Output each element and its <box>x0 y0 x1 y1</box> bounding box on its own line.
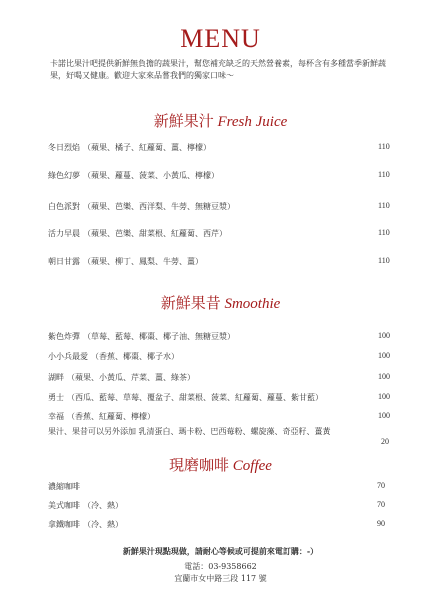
item-price: 100 <box>378 331 390 340</box>
menu-item <box>48 392 323 403</box>
item-desc: （草莓、藍莓、椰棗、椰子油、無糖豆漿） <box>83 332 235 341</box>
item-name: 湖畔 <box>48 373 64 382</box>
item-desc: （蘋果、柳丁、鳳梨、牛蒡、薑） <box>83 257 203 266</box>
item-desc: （蘋果、小黃瓜、芹菜、薑、綠茶） <box>67 373 195 382</box>
item-name: 紫色炸彈 <box>48 332 80 341</box>
menu-item <box>48 481 83 492</box>
addon-text: 果汁、果昔可以另外添加 乳清蛋白、瑪卡粉、巴西莓粉、螺旋藻、奇亞籽、薑黃 <box>48 427 331 436</box>
section-title-zh: 現磨咖啡 <box>169 458 230 474</box>
menu-item <box>48 351 179 362</box>
section-title-en: Coffee <box>232 458 272 474</box>
footer-phone: 電話：03-9358662 <box>184 562 257 571</box>
item-price: 70 <box>377 500 385 509</box>
item-name: 活力早晨 <box>48 229 80 238</box>
item-price: 100 <box>378 411 390 420</box>
menu-item <box>48 372 195 383</box>
footer-address: 宜蘭市女中路三段 117 號 <box>174 574 267 583</box>
item-price: 110 <box>378 170 390 179</box>
item-name: 美式咖啡 <box>48 501 80 510</box>
addon-price: 20 <box>381 437 389 446</box>
item-price: 110 <box>378 142 390 151</box>
menu-item <box>48 201 235 212</box>
menu-item <box>48 519 123 530</box>
item-price: 100 <box>378 351 390 360</box>
menu-item <box>48 500 123 511</box>
section-title-zh: 新鮮果汁 <box>153 114 214 130</box>
section-title-zh: 新鮮果昔 <box>160 296 221 312</box>
menu-item <box>48 228 227 239</box>
menu-item <box>48 256 203 267</box>
menu-item <box>48 170 219 181</box>
item-desc: （香蕉、椰棗、椰子水） <box>91 352 179 361</box>
item-desc: （蘋果、芭樂、甜菜根、紅蘿蔔、西芹） <box>83 229 227 238</box>
item-desc: （蘋果、芭樂、西洋梨、牛蒡、無糖豆漿） <box>83 202 235 211</box>
item-desc: （蘋果、橘子、紅蘿蔔、薑、檸檬） <box>83 143 211 152</box>
section-title-fresh-juice <box>0 110 441 131</box>
item-price: 100 <box>378 392 390 401</box>
menu-title: MENU <box>180 24 261 53</box>
section-title-en: Smoothie <box>224 296 281 312</box>
item-name: 白色派對 <box>48 202 80 211</box>
item-name: 小小兵最愛 <box>48 352 88 361</box>
menu-item <box>48 142 211 153</box>
menu-item <box>48 411 155 422</box>
item-name: 冬日烈焰 <box>48 143 80 152</box>
item-desc: （香蕉、紅蘿蔔、檸檬） <box>67 412 155 421</box>
item-desc: （冷、熱） <box>83 501 123 510</box>
item-name: 拿鐵咖啡 <box>48 520 80 529</box>
item-price: 100 <box>378 372 390 381</box>
section-title-coffee <box>0 454 441 475</box>
item-price: 70 <box>377 481 385 490</box>
item-price: 110 <box>378 256 390 265</box>
footer-note: 新鮮果汁現點現做，請耐心等候或可提前來電訂購：-） <box>122 546 319 556</box>
item-desc: （冷、熱） <box>83 520 123 529</box>
item-price: 90 <box>377 519 385 528</box>
item-name: 朝日甘露 <box>48 257 80 266</box>
intro-text: 卡諾比果汁吧提供新鮮無負擔的蔬果汁，幫您補充缺乏的天然營養素，每杯含有多種當季新鮮蔬果，好喝又健康。歡迎大家來品嘗我們的獨家口味～ <box>50 59 386 80</box>
item-name: 幸福 <box>48 412 64 421</box>
item-name: 勇士 <box>48 393 64 402</box>
item-price: 110 <box>378 201 390 210</box>
item-desc: （蘋果、蘿蔓、菠菜、小黃瓜、檸檬） <box>83 171 219 180</box>
item-price: 110 <box>378 228 390 237</box>
item-desc: （西瓜、藍莓、草莓、覆盆子、甜菜根、菠菜、紅蘿蔔、蘿蔓、紫甘藍） <box>67 393 323 402</box>
section-title-en: Fresh Juice <box>217 114 288 130</box>
item-name: 綠色幻夢 <box>48 171 80 180</box>
menu-item <box>48 331 235 342</box>
section-title-smoothie <box>0 292 441 313</box>
item-name: 濃縮咖啡 <box>48 482 80 491</box>
